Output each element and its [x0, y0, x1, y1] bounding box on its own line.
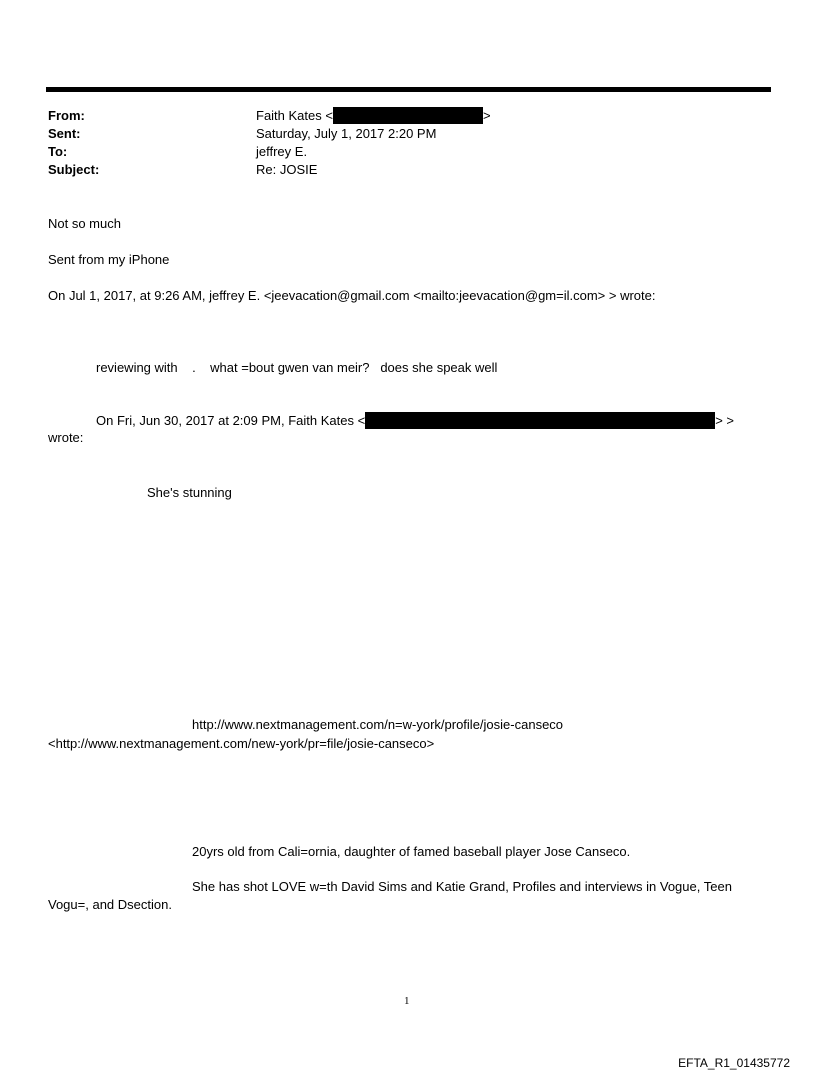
bio-line-2-cont: Vogu=, and Dsection. — [48, 897, 172, 912]
profile-link-alt[interactable]: <http://www.nextmanagement.com/new-york/pr=file/josie-canseco> — [48, 736, 435, 751]
subject-value: Re: JOSIE — [256, 162, 318, 177]
from-label: From: — [48, 108, 85, 123]
reply-text: Not so much — [48, 216, 121, 231]
to-label: To: — [48, 144, 68, 159]
to-value: jeffrey E. — [256, 144, 308, 159]
from-name: Faith Kates < — [256, 108, 333, 123]
page-number: 1 — [404, 995, 410, 1007]
profile-link[interactable]: http://www.nextmanagement.com/n=w-york/profile/josie-canseco — [192, 717, 564, 732]
subject-label: Subject: — [48, 162, 100, 177]
quote2-wrote: wrote: — [48, 430, 84, 445]
redaction-box — [333, 107, 483, 124]
bio-line-2: She has shot LOVE w=th David Sims and Katie Grand, Profiles and interviews in Vogue, Teen — [192, 879, 732, 894]
redaction-box — [365, 412, 715, 429]
from-value — [256, 107, 491, 125]
sent-value: Saturday, July 1, 2017 2:20 PM — [256, 126, 437, 141]
sent-label: Sent: — [48, 126, 81, 141]
quote2-attribution — [96, 412, 734, 430]
bio-line-1: 20yrs old from Cali=ornia, daughter of famed baseball player Jose Canseco. — [192, 844, 631, 859]
quote2-attribution-end: > > — [715, 413, 734, 428]
quote2-attribution-start: On Fri, Jun 30, 2017 at 2:09 PM, Faith Kates < — [96, 413, 366, 428]
quote1-text: reviewing with . what =bout gwen van meir? does she speak well — [96, 360, 498, 375]
document-id: EFTA_R1_01435772 — [678, 1056, 790, 1070]
quote2-text: She's stunning — [147, 485, 232, 500]
signature-text: Sent from my iPhone — [48, 252, 170, 267]
from-close: > — [482, 108, 491, 123]
header-rule — [46, 87, 771, 92]
quote1-attribution: On Jul 1, 2017, at 9:26 AM, jeffrey E. <jeevacation@gmail.com <mailto:jeevacation@gm=il.com> > wrote: — [48, 288, 656, 303]
